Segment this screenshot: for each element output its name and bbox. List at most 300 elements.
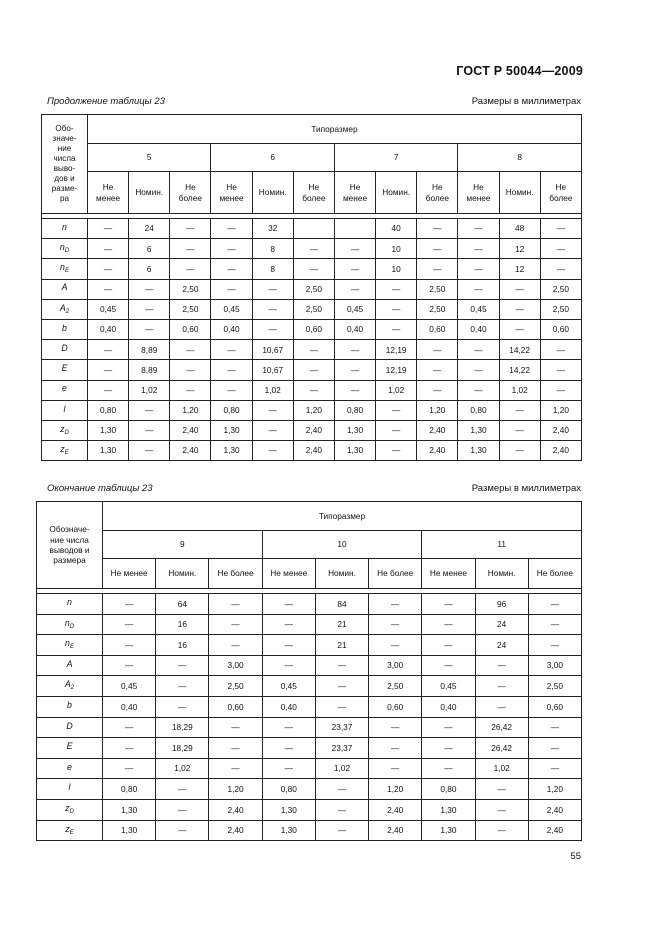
table-cell: 2,40 bbox=[540, 420, 581, 440]
table-cell: 18,29 bbox=[156, 717, 209, 738]
table-cell: — bbox=[209, 758, 262, 779]
table-cell: — bbox=[103, 594, 156, 615]
header-text-line: Не bbox=[185, 182, 196, 193]
table-cell: — bbox=[88, 259, 129, 279]
table-row bbox=[42, 299, 582, 319]
table-cell: 2,40 bbox=[417, 420, 458, 440]
row-label bbox=[42, 380, 88, 400]
row-label-subscript: E bbox=[69, 829, 74, 836]
table1 bbox=[41, 114, 582, 461]
table-cell: — bbox=[528, 635, 581, 656]
header-row bbox=[42, 115, 582, 144]
table-cell: 0,80 bbox=[334, 400, 375, 420]
header-text-line: Не менее bbox=[110, 568, 148, 579]
row-label bbox=[37, 594, 103, 615]
table2 bbox=[36, 501, 582, 841]
row-label-subscript: D bbox=[64, 248, 70, 255]
table-cell: — bbox=[211, 239, 252, 259]
table-cell: 21 bbox=[315, 635, 368, 656]
corner-header bbox=[37, 502, 103, 589]
table-cell: — bbox=[315, 820, 368, 841]
row-label-symbol: n bbox=[65, 638, 70, 649]
row-label-subscript: D bbox=[64, 429, 69, 436]
table-cell: 10,67 bbox=[252, 340, 293, 360]
table-cell: — bbox=[293, 239, 334, 259]
table-cell: — bbox=[293, 259, 334, 279]
row-label-subscript: E bbox=[64, 449, 69, 456]
table-cell: 0,45 bbox=[262, 676, 315, 697]
table-cell: — bbox=[376, 319, 417, 339]
table-cell: 0,80 bbox=[458, 400, 499, 420]
group-header: Типоразмер bbox=[103, 502, 582, 531]
table-cell: 0,40 bbox=[262, 696, 315, 717]
table-cell: 1,02 bbox=[475, 758, 528, 779]
table-cell: — bbox=[88, 380, 129, 400]
table-cell: 0,60 bbox=[540, 319, 581, 339]
row-label bbox=[37, 738, 103, 759]
table-cell: — bbox=[499, 441, 540, 461]
header-text-line: менее bbox=[466, 192, 491, 203]
table-cell: — bbox=[88, 279, 129, 299]
table-cell: — bbox=[156, 655, 209, 676]
table-cell: — bbox=[475, 676, 528, 697]
table-row bbox=[37, 717, 582, 738]
header-text-line: менее bbox=[342, 192, 368, 203]
table-cell: 14,22 bbox=[499, 340, 540, 360]
table-cell: 0,80 bbox=[211, 400, 252, 420]
table-cell: — bbox=[499, 400, 540, 420]
header-text-line: Не менее bbox=[429, 568, 467, 579]
row-label-symbol: n bbox=[62, 221, 67, 232]
table-cell: 18,29 bbox=[156, 738, 209, 759]
header-text-line: выво- bbox=[53, 164, 76, 173]
row-label-symbol: b bbox=[67, 700, 72, 711]
table-cell: 24 bbox=[129, 219, 170, 239]
table-cell: — bbox=[88, 239, 129, 259]
table-cell: 2,50 bbox=[417, 299, 458, 319]
table-cell: 0,45 bbox=[103, 676, 156, 697]
table-cell: 3,00 bbox=[369, 655, 422, 676]
table-cell: — bbox=[252, 299, 293, 319]
subheader-cell bbox=[422, 559, 475, 589]
row-label-symbol: A bbox=[66, 658, 73, 669]
subheader-cell bbox=[499, 172, 540, 214]
table-cell: 84 bbox=[315, 594, 368, 615]
table-cell: 1,20 bbox=[417, 400, 458, 420]
table-cell: — bbox=[376, 441, 417, 461]
header-text-line: менее bbox=[96, 192, 121, 203]
table-cell: — bbox=[528, 758, 581, 779]
header-text-line: Не bbox=[473, 182, 484, 193]
table-cell: 1,02 bbox=[499, 380, 540, 400]
table-cell: — bbox=[252, 420, 293, 440]
table-cell: — bbox=[170, 340, 211, 360]
row-label-symbol: D bbox=[61, 342, 68, 353]
table-cell: — bbox=[293, 340, 334, 360]
table-cell: 1,02 bbox=[129, 380, 170, 400]
table-row bbox=[37, 758, 582, 779]
subheader-cell bbox=[293, 172, 334, 214]
subheader-cell bbox=[209, 559, 262, 589]
table-cell: — bbox=[528, 738, 581, 759]
table-row bbox=[37, 655, 582, 676]
table-cell: — bbox=[315, 779, 368, 800]
subheader-row bbox=[42, 172, 582, 214]
size-header: 10 bbox=[262, 531, 422, 559]
table-cell: — bbox=[422, 614, 475, 635]
header-text-line: дов и bbox=[54, 174, 75, 184]
table-cell: 1,30 bbox=[262, 820, 315, 841]
table-cell: 0,60 bbox=[528, 696, 581, 717]
row-label bbox=[42, 420, 88, 440]
table1-caption: Продолжение таблицы 23 bbox=[47, 96, 165, 107]
table-row bbox=[42, 360, 582, 380]
table-cell: 0,45 bbox=[334, 299, 375, 319]
table-cell: — bbox=[262, 717, 315, 738]
row-label-subscript: E bbox=[64, 268, 69, 275]
subheader-cell bbox=[334, 172, 375, 214]
table-cell: — bbox=[417, 239, 458, 259]
header-text-line: Обо- bbox=[55, 123, 74, 133]
table-row bbox=[37, 614, 582, 635]
table-cell: — bbox=[499, 299, 540, 319]
table-cell: 10,67 bbox=[252, 360, 293, 380]
table-cell: 2,50 bbox=[170, 299, 211, 319]
table-cell: — bbox=[293, 380, 334, 400]
table-cell: 12 bbox=[499, 239, 540, 259]
header-text-line: Не bbox=[432, 182, 443, 193]
table-cell: — bbox=[528, 717, 581, 738]
table-cell: — bbox=[376, 400, 417, 420]
table-cell: — bbox=[458, 279, 499, 299]
header-text-line: выводов и bbox=[49, 545, 90, 555]
row-label-symbol: l bbox=[68, 782, 71, 793]
subheader-cell bbox=[475, 559, 528, 589]
table-cell: — bbox=[458, 259, 499, 279]
subheader-cell bbox=[458, 172, 499, 214]
table-cell: — bbox=[211, 279, 252, 299]
table-cell: 2,40 bbox=[417, 441, 458, 461]
table-cell: 1,02 bbox=[252, 380, 293, 400]
table-cell: — bbox=[369, 594, 422, 615]
row-label-symbol: z bbox=[60, 423, 65, 434]
header-text-line: Не bbox=[102, 182, 114, 193]
size-header: 8 bbox=[458, 144, 582, 172]
table-cell: — bbox=[211, 360, 252, 380]
table-cell: 0,40 bbox=[334, 319, 375, 339]
table-cell: — bbox=[499, 279, 540, 299]
header-text-line: Номин. bbox=[168, 568, 197, 579]
table-cell: 0,45 bbox=[211, 299, 252, 319]
row-label bbox=[42, 259, 88, 279]
row-label bbox=[37, 799, 103, 820]
size-header: 5 bbox=[88, 144, 211, 172]
table-cell: — bbox=[211, 259, 252, 279]
page-number: 55 bbox=[570, 851, 581, 862]
table-cell: — bbox=[170, 239, 211, 259]
table-cell: — bbox=[209, 738, 262, 759]
table-cell: 1,30 bbox=[422, 799, 475, 820]
table-cell: — bbox=[422, 738, 475, 759]
table-cell: — bbox=[170, 380, 211, 400]
header-text-line: Номин. bbox=[328, 568, 356, 579]
table-cell: — bbox=[417, 219, 458, 239]
table-cell: — bbox=[499, 319, 540, 339]
table-cell: 6 bbox=[129, 259, 170, 279]
row-label bbox=[37, 655, 103, 676]
table-cell: 2,40 bbox=[209, 820, 262, 841]
table-cell: 24 bbox=[475, 635, 528, 656]
group-header: Типоразмер bbox=[88, 115, 582, 144]
table-cell: 14,22 bbox=[499, 360, 540, 380]
table-cell: — bbox=[458, 219, 499, 239]
table-cell: 2,40 bbox=[209, 799, 262, 820]
table-cell: 1,30 bbox=[211, 420, 252, 440]
table-cell: — bbox=[156, 696, 209, 717]
table-cell: — bbox=[88, 219, 129, 239]
table-cell: — bbox=[129, 319, 170, 339]
table-row bbox=[42, 239, 582, 259]
table-cell: 23,37 bbox=[315, 717, 368, 738]
table-row bbox=[42, 420, 582, 440]
table-cell: 0,40 bbox=[88, 319, 129, 339]
table-row bbox=[42, 319, 582, 339]
table-cell: — bbox=[170, 360, 211, 380]
table-cell: 2,40 bbox=[170, 420, 211, 440]
table-cell: — bbox=[211, 380, 252, 400]
table-cell: 96 bbox=[475, 594, 528, 615]
table-row bbox=[37, 738, 582, 759]
table-cell: — bbox=[209, 614, 262, 635]
table-cell: 0,60 bbox=[209, 696, 262, 717]
table-cell: 2,50 bbox=[369, 676, 422, 697]
table-cell: 23,37 bbox=[315, 738, 368, 759]
table-cell: — bbox=[315, 655, 368, 676]
table-cell: — bbox=[103, 655, 156, 676]
table-cell: 12 bbox=[499, 259, 540, 279]
table-cell: 2,40 bbox=[369, 820, 422, 841]
header-text-line: Не более bbox=[217, 568, 254, 579]
subheader-cell bbox=[252, 172, 293, 214]
header-text-line: числа bbox=[53, 153, 76, 163]
subheader-cell bbox=[315, 559, 368, 589]
table-cell bbox=[334, 219, 375, 239]
table-cell: 1,20 bbox=[293, 400, 334, 420]
table-cell: 1,30 bbox=[458, 420, 499, 440]
table-cell: 1,30 bbox=[103, 820, 156, 841]
table-cell: 16 bbox=[156, 635, 209, 656]
table-cell: — bbox=[540, 259, 581, 279]
table-cell: — bbox=[475, 820, 528, 841]
row-label-symbol: l bbox=[63, 403, 66, 414]
row-label-symbol: E bbox=[66, 741, 73, 752]
table-cell bbox=[293, 219, 334, 239]
table-cell: 0,80 bbox=[262, 779, 315, 800]
table-cell: — bbox=[156, 799, 209, 820]
header-text-line: разме- bbox=[51, 184, 78, 194]
table-cell: 0,40 bbox=[422, 696, 475, 717]
table-cell: — bbox=[209, 635, 262, 656]
row-label-symbol: A bbox=[59, 302, 66, 313]
subheader-cell bbox=[156, 559, 209, 589]
table-cell: — bbox=[528, 594, 581, 615]
row-label bbox=[42, 279, 88, 299]
table-cell: 2,50 bbox=[417, 279, 458, 299]
table-cell: 8 bbox=[252, 259, 293, 279]
table-cell: — bbox=[156, 820, 209, 841]
table-cell: 1,30 bbox=[422, 820, 475, 841]
table-cell: — bbox=[103, 758, 156, 779]
row-label-subscript: 2 bbox=[70, 685, 75, 692]
table-cell: 6 bbox=[129, 239, 170, 259]
table-cell: — bbox=[262, 758, 315, 779]
table-cell: — bbox=[334, 340, 375, 360]
table-cell: 24 bbox=[475, 614, 528, 635]
table-cell: — bbox=[103, 614, 156, 635]
table-cell: — bbox=[422, 717, 475, 738]
table-cell: — bbox=[475, 799, 528, 820]
header-text-line: более bbox=[549, 192, 573, 203]
table-cell: — bbox=[252, 279, 293, 299]
size-header: 6 bbox=[211, 144, 334, 172]
table-cell: — bbox=[458, 239, 499, 259]
table-cell: 2,40 bbox=[369, 799, 422, 820]
row-label bbox=[37, 820, 103, 841]
header-text-line: Не bbox=[555, 182, 567, 193]
table-cell: 48 bbox=[499, 219, 540, 239]
row-label-symbol: z bbox=[60, 443, 65, 454]
table-cell: — bbox=[103, 717, 156, 738]
header-text-line: Не более bbox=[377, 568, 414, 579]
row-label-symbol: z bbox=[65, 823, 70, 834]
subheader-row bbox=[37, 559, 582, 589]
table-row bbox=[37, 799, 582, 820]
table-cell: — bbox=[211, 219, 252, 239]
row-label bbox=[37, 696, 103, 717]
table-cell: — bbox=[458, 380, 499, 400]
size-header-row bbox=[42, 144, 582, 172]
table-cell: — bbox=[458, 340, 499, 360]
table-cell: 3,00 bbox=[528, 655, 581, 676]
table-cell: 2,40 bbox=[293, 441, 334, 461]
table-cell: 2,50 bbox=[540, 299, 581, 319]
table-cell: — bbox=[376, 299, 417, 319]
row-label bbox=[37, 758, 103, 779]
header-text-line: Номин. bbox=[487, 568, 516, 579]
table-cell: — bbox=[262, 614, 315, 635]
table-cell: — bbox=[422, 594, 475, 615]
table-cell: — bbox=[528, 614, 581, 635]
table-row bbox=[37, 820, 582, 841]
row-label-symbol: n bbox=[60, 262, 65, 273]
table-cell: — bbox=[334, 360, 375, 380]
table-row bbox=[42, 279, 582, 299]
table-cell: 1,20 bbox=[528, 779, 581, 800]
row-label bbox=[37, 717, 103, 738]
table-cell: 0,80 bbox=[103, 779, 156, 800]
subheader-cell bbox=[129, 172, 170, 214]
table-cell: — bbox=[369, 758, 422, 779]
header-text-line: Номин. bbox=[382, 187, 411, 198]
row-label-symbol: b bbox=[62, 322, 67, 333]
header-text-line: Номин. bbox=[505, 187, 534, 198]
table-cell: 0,45 bbox=[88, 299, 129, 319]
table-cell: 8,89 bbox=[129, 360, 170, 380]
table-cell: 1,20 bbox=[209, 779, 262, 800]
subheader-cell bbox=[262, 559, 315, 589]
table-cell: — bbox=[129, 420, 170, 440]
table-cell: 1,20 bbox=[369, 779, 422, 800]
row-label bbox=[42, 239, 88, 259]
header-text-line: Не менее bbox=[270, 568, 308, 579]
header-text-line: ние числа bbox=[50, 534, 89, 545]
row-label bbox=[42, 400, 88, 420]
table-cell: — bbox=[417, 380, 458, 400]
table-cell: — bbox=[129, 279, 170, 299]
table-cell: — bbox=[103, 635, 156, 656]
table-row bbox=[37, 779, 582, 800]
table-row bbox=[42, 259, 582, 279]
table-cell: — bbox=[262, 738, 315, 759]
table-cell: 1,30 bbox=[334, 441, 375, 461]
header-text-line: ра bbox=[59, 194, 69, 204]
table-cell: 0,40 bbox=[458, 319, 499, 339]
table-cell: — bbox=[170, 259, 211, 279]
row-label bbox=[42, 319, 88, 339]
table-cell: — bbox=[334, 259, 375, 279]
row-label-symbol: A bbox=[61, 282, 68, 293]
table-cell: — bbox=[315, 676, 368, 697]
table-cell: — bbox=[88, 340, 129, 360]
table-cell: 16 bbox=[156, 614, 209, 635]
table-cell: 0,45 bbox=[458, 299, 499, 319]
row-label-symbol: e bbox=[62, 383, 67, 394]
corner-header bbox=[42, 115, 88, 214]
subheader-cell bbox=[369, 559, 422, 589]
table-row bbox=[42, 219, 582, 239]
table-cell: 0,60 bbox=[170, 319, 211, 339]
table-cell: — bbox=[156, 676, 209, 697]
table-cell: 1,30 bbox=[88, 441, 129, 461]
table-cell: — bbox=[540, 380, 581, 400]
table-cell: — bbox=[458, 360, 499, 380]
table-cell: 1,20 bbox=[170, 400, 211, 420]
subheader-cell bbox=[170, 172, 211, 214]
table-cell: 2,50 bbox=[293, 299, 334, 319]
table-cell: — bbox=[422, 635, 475, 656]
subheader-cell bbox=[417, 172, 458, 214]
table-cell: — bbox=[369, 635, 422, 656]
table-cell: — bbox=[129, 441, 170, 461]
table-cell: — bbox=[211, 340, 252, 360]
header-text-line: более bbox=[425, 192, 449, 203]
table-cell: 26,42 bbox=[475, 717, 528, 738]
table-cell: 0,60 bbox=[417, 319, 458, 339]
table-cell: — bbox=[129, 299, 170, 319]
table-cell: 32 bbox=[252, 219, 293, 239]
table-cell: 10 bbox=[376, 259, 417, 279]
table-cell: 1,30 bbox=[88, 420, 129, 440]
table-cell: — bbox=[334, 380, 375, 400]
header-text-line: значе- bbox=[52, 133, 77, 143]
table1-units: Размеры в миллиметрах bbox=[471, 96, 581, 107]
document-standard-number: ГОСТ Р 50044—2009 bbox=[456, 64, 583, 78]
header-text-line: более bbox=[302, 192, 326, 203]
header-text-line: более bbox=[178, 192, 203, 203]
row-label bbox=[42, 219, 88, 239]
table-cell: 1,30 bbox=[334, 420, 375, 440]
table-cell: 1,02 bbox=[156, 758, 209, 779]
